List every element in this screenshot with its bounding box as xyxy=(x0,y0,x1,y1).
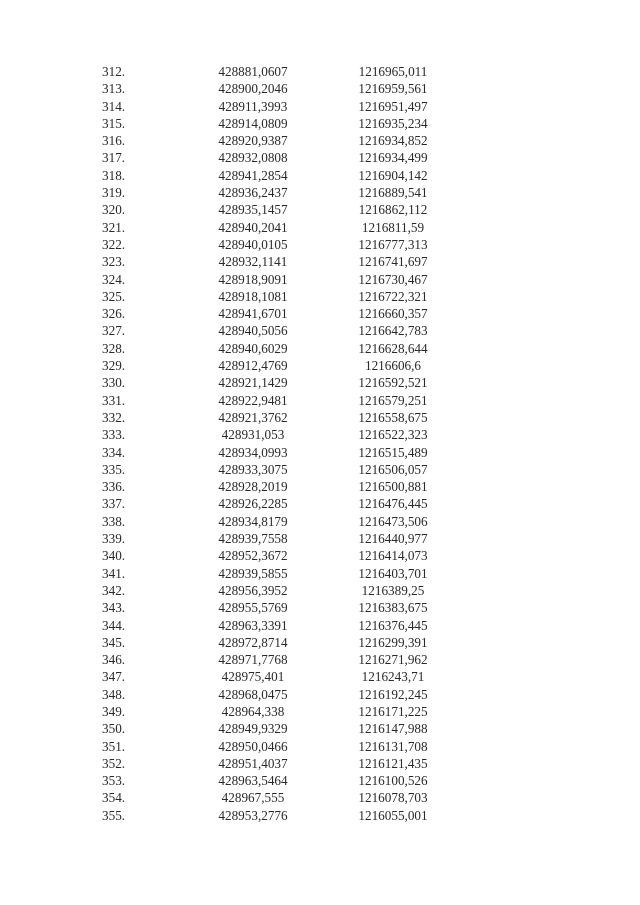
y-coordinate: 1216171,225 xyxy=(358,703,428,719)
y-coordinate: 1216935,234 xyxy=(358,115,428,131)
point-number: 315. xyxy=(102,115,126,131)
point-number: 345. xyxy=(102,634,126,650)
table-row xyxy=(0,98,640,115)
table-row xyxy=(0,668,640,685)
x-coordinate: 428932,1141 xyxy=(218,254,288,270)
table-row xyxy=(0,444,640,461)
x-coordinate: 428967,555 xyxy=(221,790,285,806)
x-coordinate: 428912,4769 xyxy=(218,358,288,374)
point-number: 355. xyxy=(102,807,126,823)
x-coordinate: 428934,0993 xyxy=(218,444,288,460)
table-row xyxy=(0,772,640,789)
point-number: 313. xyxy=(102,81,126,97)
x-coordinate: 428935,1457 xyxy=(218,202,288,218)
table-row xyxy=(0,288,640,305)
table-row xyxy=(0,219,640,236)
point-number: 327. xyxy=(102,323,126,339)
y-coordinate: 1216889,541 xyxy=(358,185,428,201)
x-coordinate: 428941,2854 xyxy=(218,167,288,183)
x-coordinate: 428921,3762 xyxy=(218,409,288,425)
x-coordinate: 428949,9329 xyxy=(218,721,288,737)
table-row xyxy=(0,80,640,97)
point-number: 336. xyxy=(102,479,126,495)
y-coordinate: 1216515,489 xyxy=(358,444,428,460)
y-coordinate: 1216558,675 xyxy=(358,409,428,425)
x-coordinate: 428951,4037 xyxy=(218,755,288,771)
x-coordinate: 428914,0809 xyxy=(218,115,288,131)
point-number: 337. xyxy=(102,496,126,512)
x-coordinate: 428900,2046 xyxy=(218,81,288,97)
x-coordinate: 428964,338 xyxy=(221,703,285,719)
point-number: 324. xyxy=(102,271,126,287)
x-coordinate: 428940,0105 xyxy=(218,236,288,252)
table-row xyxy=(0,547,640,564)
table-row xyxy=(0,582,640,599)
y-coordinate: 1216414,073 xyxy=(358,548,428,564)
x-coordinate: 428971,7768 xyxy=(218,652,288,668)
table-row xyxy=(0,565,640,582)
table-row xyxy=(0,253,640,270)
point-number: 331. xyxy=(102,392,126,408)
y-coordinate: 1216660,357 xyxy=(358,306,428,322)
y-coordinate: 1216951,497 xyxy=(358,98,428,114)
table-row xyxy=(0,599,640,616)
x-coordinate: 428939,7558 xyxy=(218,531,288,547)
table-row xyxy=(0,617,640,634)
x-coordinate: 428933,3075 xyxy=(218,461,288,477)
y-coordinate: 1216476,445 xyxy=(358,496,428,512)
x-coordinate: 428918,9091 xyxy=(218,271,288,287)
x-coordinate: 428922,9481 xyxy=(218,392,288,408)
point-number: 321. xyxy=(102,219,126,235)
table-row xyxy=(0,426,640,443)
x-coordinate: 428931,053 xyxy=(221,427,285,443)
table-row xyxy=(0,132,640,149)
table-row xyxy=(0,634,640,651)
y-coordinate: 1216403,701 xyxy=(358,565,428,581)
x-coordinate: 428939,5855 xyxy=(218,565,288,581)
x-coordinate: 428920,9387 xyxy=(218,133,288,149)
y-coordinate: 1216055,001 xyxy=(358,807,428,823)
point-number: 334. xyxy=(102,444,126,460)
y-coordinate: 1216592,521 xyxy=(358,375,428,391)
point-number: 335. xyxy=(102,461,126,477)
point-number: 323. xyxy=(102,254,126,270)
table-row xyxy=(0,115,640,132)
y-coordinate: 1216376,445 xyxy=(358,617,428,633)
x-coordinate: 428963,5464 xyxy=(218,773,288,789)
point-number: 330. xyxy=(102,375,126,391)
table-row xyxy=(0,305,640,322)
table-row xyxy=(0,409,640,426)
x-coordinate: 428911,3993 xyxy=(218,98,288,114)
y-coordinate: 1216078,703 xyxy=(358,790,428,806)
point-number: 320. xyxy=(102,202,126,218)
y-coordinate: 1216934,852 xyxy=(358,133,428,149)
point-number: 328. xyxy=(102,340,126,356)
x-coordinate: 428963,3391 xyxy=(218,617,288,633)
x-coordinate: 428934,8179 xyxy=(218,513,288,529)
point-number: 339. xyxy=(102,531,126,547)
y-coordinate: 1216606,6 xyxy=(364,358,422,374)
y-coordinate: 1216642,783 xyxy=(358,323,428,339)
point-number: 318. xyxy=(102,167,126,183)
point-number: 325. xyxy=(102,288,126,304)
x-coordinate: 428972,8714 xyxy=(218,634,288,650)
x-coordinate: 428881,0607 xyxy=(218,64,288,79)
point-number: 312. xyxy=(102,64,126,79)
x-coordinate: 428921,1429 xyxy=(218,375,288,391)
table-row xyxy=(0,167,640,184)
table-row xyxy=(0,703,640,720)
point-number: 346. xyxy=(102,652,126,668)
table-row xyxy=(0,720,640,737)
point-number: 353. xyxy=(102,773,126,789)
point-number: 351. xyxy=(102,738,126,754)
point-number: 340. xyxy=(102,548,126,564)
x-coordinate: 428955,5769 xyxy=(218,600,288,616)
table-row xyxy=(0,374,640,391)
y-coordinate: 1216383,675 xyxy=(358,600,428,616)
y-coordinate: 1216506,057 xyxy=(358,461,428,477)
point-number: 319. xyxy=(102,185,126,201)
table-row xyxy=(0,755,640,772)
table-row xyxy=(0,63,640,80)
x-coordinate: 428956,3952 xyxy=(218,582,288,598)
y-coordinate: 1216965,011 xyxy=(358,64,428,79)
table-row xyxy=(0,236,640,253)
y-coordinate: 1216522,323 xyxy=(358,427,428,443)
x-coordinate: 428941,6701 xyxy=(218,306,288,322)
point-number: 326. xyxy=(102,306,126,322)
y-coordinate: 1216959,561 xyxy=(358,81,428,97)
x-coordinate: 428936,2437 xyxy=(218,185,288,201)
x-coordinate: 428928,2019 xyxy=(218,479,288,495)
x-coordinate: 428975,401 xyxy=(221,669,285,685)
point-number: 338. xyxy=(102,513,126,529)
table-row xyxy=(0,201,640,218)
y-coordinate: 1216811,59 xyxy=(361,219,425,235)
point-number: 349. xyxy=(102,703,126,719)
table-row xyxy=(0,461,640,478)
y-coordinate: 1216271,962 xyxy=(358,652,428,668)
x-coordinate: 428950,0466 xyxy=(218,738,288,754)
x-coordinate: 428940,6029 xyxy=(218,340,288,356)
y-coordinate: 1216389,25 xyxy=(361,582,425,598)
x-coordinate: 428940,2041 xyxy=(218,219,288,235)
table-row xyxy=(0,789,640,806)
table-row xyxy=(0,322,640,339)
table-row xyxy=(0,686,640,703)
table-row xyxy=(0,651,640,668)
point-number: 332. xyxy=(102,409,126,425)
x-coordinate: 428968,0475 xyxy=(218,686,288,702)
y-coordinate: 1216147,988 xyxy=(358,721,428,737)
point-number: 333. xyxy=(102,427,126,443)
y-coordinate: 1216579,251 xyxy=(358,392,428,408)
y-coordinate: 1216299,391 xyxy=(358,634,428,650)
y-coordinate: 1216131,708 xyxy=(358,738,428,754)
point-number: 342. xyxy=(102,582,126,598)
table-row xyxy=(0,807,640,824)
table-row xyxy=(0,495,640,512)
y-coordinate: 1216730,467 xyxy=(358,271,428,287)
point-number: 350. xyxy=(102,721,126,737)
y-coordinate: 1216777,313 xyxy=(358,236,428,252)
table-row xyxy=(0,478,640,495)
table-row xyxy=(0,184,640,201)
point-number: 317. xyxy=(102,150,126,166)
y-coordinate: 1216440,977 xyxy=(358,531,428,547)
y-coordinate: 1216862,112 xyxy=(358,202,428,218)
y-coordinate: 1216628,644 xyxy=(358,340,428,356)
point-number: 347. xyxy=(102,669,126,685)
x-coordinate: 428926,2285 xyxy=(218,496,288,512)
table-row xyxy=(0,271,640,288)
x-coordinate: 428940,5056 xyxy=(218,323,288,339)
point-number: 322. xyxy=(102,236,126,252)
y-coordinate: 1216741,697 xyxy=(358,254,428,270)
table-row xyxy=(0,392,640,409)
table-row xyxy=(0,340,640,357)
point-number: 352. xyxy=(102,755,126,771)
x-coordinate: 428952,3672 xyxy=(218,548,288,564)
y-coordinate: 1216100,526 xyxy=(358,773,428,789)
table-row xyxy=(0,738,640,755)
x-coordinate: 428953,2776 xyxy=(218,807,288,823)
point-number: 316. xyxy=(102,133,126,149)
y-coordinate: 1216722,321 xyxy=(358,288,428,304)
point-number: 341. xyxy=(102,565,126,581)
point-number: 348. xyxy=(102,686,126,702)
y-coordinate: 1216243,71 xyxy=(361,669,425,685)
table-row xyxy=(0,530,640,547)
y-coordinate: 1216904,142 xyxy=(358,167,428,183)
x-coordinate: 428932,0808 xyxy=(218,150,288,166)
point-number: 343. xyxy=(102,600,126,616)
point-number: 354. xyxy=(102,790,126,806)
y-coordinate: 1216192,245 xyxy=(358,686,428,702)
y-coordinate: 1216121,435 xyxy=(358,755,428,771)
coordinate-table xyxy=(0,63,640,824)
x-coordinate: 428918,1081 xyxy=(218,288,288,304)
y-coordinate: 1216500,881 xyxy=(358,479,428,495)
table-row xyxy=(0,149,640,166)
table-row xyxy=(0,357,640,374)
table-row xyxy=(0,513,640,530)
y-coordinate: 1216473,506 xyxy=(358,513,428,529)
point-number: 329. xyxy=(102,358,126,374)
point-number: 314. xyxy=(102,98,126,114)
y-coordinate: 1216934,499 xyxy=(358,150,428,166)
point-number: 344. xyxy=(102,617,126,633)
